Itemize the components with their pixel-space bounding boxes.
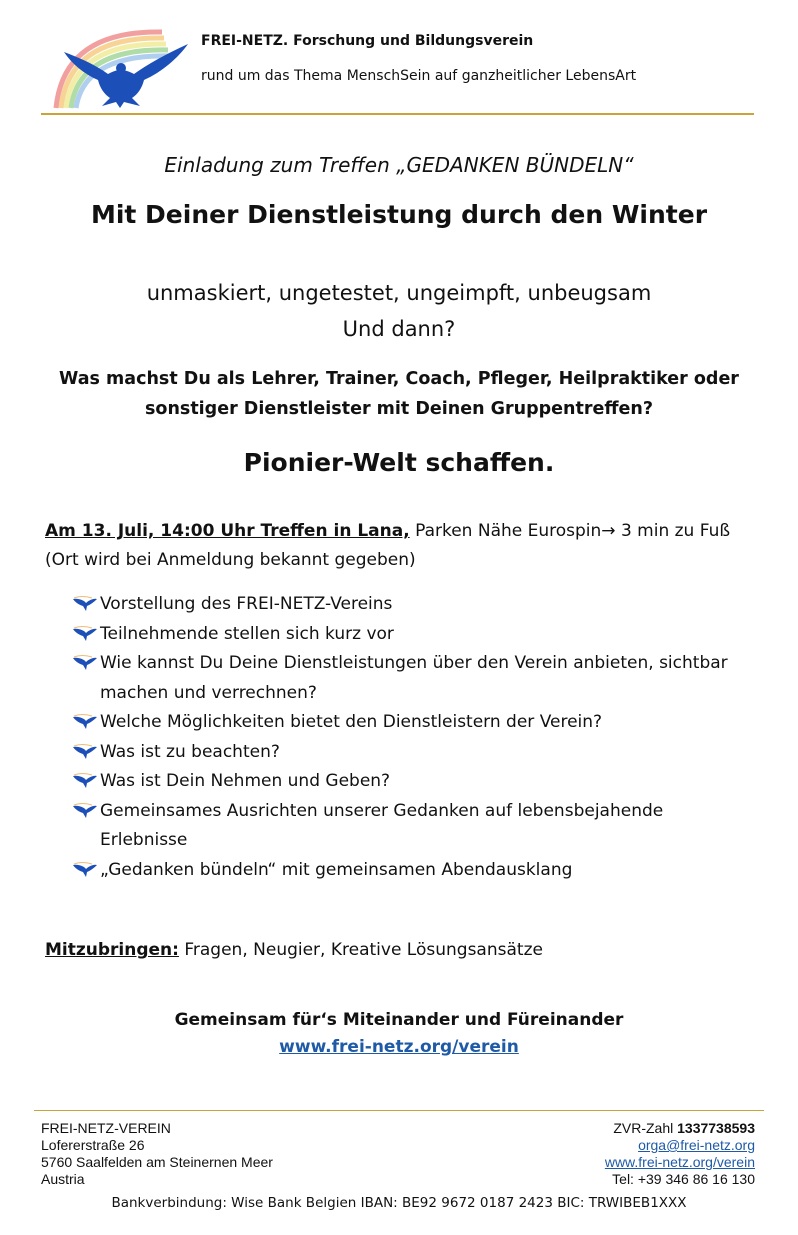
footer-zvr-label: ZVR-Zahl — [613, 1120, 678, 1136]
meeting-details — [45, 517, 765, 575]
eagle-bullet-icon — [72, 655, 98, 671]
headline: Mit Deiner Dienstleistung durch den Winter — [90, 200, 708, 229]
agenda-item-text: Was ist zu beachten? — [100, 741, 280, 762]
agenda-item — [72, 767, 752, 797]
lead-question-line-2: sonstiger Dienstleister mit Deinen Gruppentreffen? — [145, 399, 653, 419]
footer-city: 5760 Saalfelden am Steinernen Meer — [41, 1154, 273, 1170]
invitation-line: Einladung zum Treffen „GEDANKEN BÜNDELN“ — [164, 153, 634, 177]
lead-question — [40, 364, 758, 424]
bank-details: Bankverbindung: Wise Bank Belgien IBAN: BE92 9672 0187 2423 BIC: TRWIBEB1XXX — [111, 1195, 687, 1211]
meeting-date-place: Am 13. Juli, 14:00 Uhr Treffen in Lana, — [45, 521, 410, 541]
eagle-bullet-icon — [72, 862, 98, 878]
meeting-walk-info: 3 min zu Fuß (Ort wird bei Anmeldung bekannt gegeben) — [45, 521, 731, 570]
agenda-item-text: Welche Möglichkeiten bietet den Dienstleistern der Verein? — [100, 712, 603, 732]
agenda-item — [72, 649, 752, 708]
footer-org-name: FREI-NETZ-VEREIN — [41, 1120, 171, 1136]
footer-web-link[interactable]: www.frei-netz.org/verein — [604, 1154, 755, 1170]
eagle-bullet-icon — [72, 803, 98, 819]
meeting-parking: Parken Nähe Eurospin — [409, 521, 602, 541]
org-name: FREI-NETZ. Forschung und Bildungsverein — [201, 33, 534, 49]
footer-zvr — [605, 1120, 755, 1137]
footer-street: Lofererstraße 26 — [41, 1137, 145, 1153]
bring-along-label: Mitzubringen: — [45, 940, 179, 960]
website-link[interactable]: www.frei-netz.org/verein — [279, 1037, 519, 1057]
footer-phone: Tel: +39 346 86 16 130 — [612, 1171, 755, 1187]
agenda-item — [72, 738, 752, 768]
agenda-item-text: Vorstellung des FREI-NETZ-Vereins — [100, 594, 393, 614]
subheadline-question: Und dann? — [342, 317, 456, 341]
agenda-item-text: Gemeinsames Ausrichten unserer Gedanken auf lebensbejahende Erlebnisse — [100, 800, 664, 850]
arrow-right-icon: → — [601, 521, 616, 541]
eagle-bullet-icon — [72, 596, 98, 612]
agenda-item — [72, 590, 752, 620]
eagle-bullet-icon — [72, 714, 98, 730]
agenda-item — [72, 620, 752, 650]
rainbow-eagle-logo — [50, 22, 192, 110]
footer-country: Austria — [41, 1171, 85, 1187]
agenda-list — [72, 590, 752, 885]
footer-contact — [605, 1120, 755, 1188]
website-link-container — [0, 1037, 798, 1057]
closing-slogan: Gemeinsam für‘s Miteinander und Füreinander — [174, 1010, 624, 1030]
agenda-item-text: Wie kannst Du Deine Dienstleistungen über den Verein anbieten, sichtbar machen und verrechnen? — [100, 653, 728, 703]
footer-divider — [34, 1110, 764, 1111]
footer-zvr-number: 1337738593 — [677, 1120, 755, 1136]
bring-along — [45, 940, 543, 960]
lead-question-line-1: Was machst Du als Lehrer, Trainer, Coach, Pfleger, Heilpraktiker oder — [59, 369, 739, 389]
bring-along-text: Fragen, Neugier, Kreative Lösungsansätze — [178, 940, 543, 960]
agenda-item — [72, 856, 752, 886]
agenda-item — [72, 708, 752, 738]
agenda-item — [72, 797, 752, 856]
eagle-bullet-icon — [72, 744, 98, 760]
agenda-item-text: Was ist Dein Nehmen und Geben? — [100, 771, 391, 791]
subheadline-attributes: unmaskiert, ungetestet, ungeimpft, unbeugsam — [146, 281, 652, 305]
header-divider — [41, 113, 754, 115]
footer-email-link[interactable]: orga@frei-netz.org — [638, 1137, 755, 1153]
eagle-bullet-icon — [72, 773, 98, 789]
agenda-item-text: Teilnehmende stellen sich kurz vor — [100, 623, 394, 644]
footer-address — [41, 1120, 273, 1188]
org-tagline: rund um das Thema MenschSein auf ganzheitlicher LebensArt — [201, 68, 637, 84]
pioneer-heading: Pionier-Welt schaffen. — [243, 448, 555, 477]
eagle-bullet-icon — [72, 626, 98, 642]
agenda-item-text: „Gedanken bündeln“ mit gemeinsamen Abendausklang — [100, 859, 573, 880]
